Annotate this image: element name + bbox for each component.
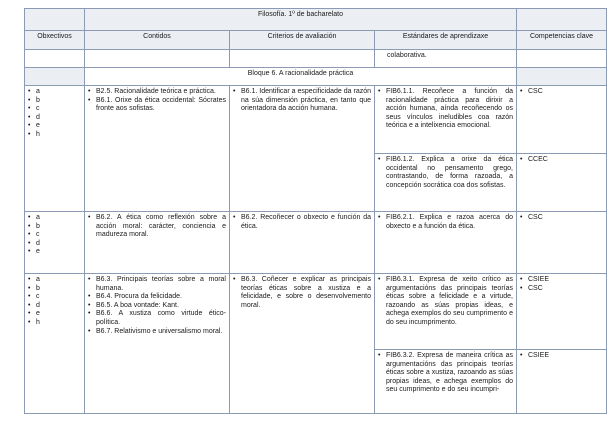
objective-item: • b — [28, 97, 81, 106]
standard-cell — [375, 154, 517, 212]
standard-cell — [375, 86, 517, 154]
header-corner-cell — [517, 9, 607, 31]
objective-item: • e — [28, 310, 81, 319]
content-item: • B2.5. Racionalidade teórica e práctica. — [88, 88, 226, 97]
contents-cell — [85, 212, 230, 274]
competence-cell — [517, 212, 607, 274]
content-item: • B6.1. Orixe da ética occidental: Sócrates fronte aos sofistas. — [88, 97, 226, 114]
block-margin-cell — [25, 68, 85, 86]
objective-item: • a — [28, 88, 81, 97]
competence-item: • CSC — [520, 214, 603, 223]
objective-item: • d — [28, 240, 81, 249]
standard-cell — [375, 350, 517, 414]
standard-item: • FIB6.2.1. Explica e razoa acerca do obxecto e a función da ética. — [378, 214, 513, 231]
standard-item: • FIB6.1.1. Recoñece a función da racionalidade práctica para dirixir a acción humana, aínda recoñecendo os seus vínculos ineludibles coa razón teórica e a intelixencia emocional. — [378, 88, 513, 131]
objectives-cell — [25, 212, 85, 274]
column-header-standards: Estándares de aprendizaxe — [375, 31, 517, 50]
competence-item: • CSC — [520, 285, 603, 294]
empty-cell — [230, 50, 375, 68]
standard-cell — [375, 274, 517, 350]
objective-item: • d — [28, 114, 81, 123]
objective-item: • b — [28, 223, 81, 232]
competence-item: • CSIEE — [520, 352, 603, 361]
objective-item: • b — [28, 285, 81, 294]
empty-cell — [85, 50, 230, 68]
continuation-text: colaborativa. — [375, 50, 517, 68]
content-item: • B6.6. A xustiza como virtude ético-política. — [88, 310, 226, 327]
table-title: Filosofía. 1º de bacharelato — [85, 9, 517, 31]
content-item: • B6.3. Principais teorías sobre a moral humana. — [88, 276, 226, 293]
content-item: • B6.4. Procura da felicidade. — [88, 293, 226, 302]
objective-item: • c — [28, 293, 81, 302]
contents-cell — [85, 274, 230, 414]
curriculum-table-wrapper — [24, 8, 606, 414]
competence-cell — [517, 350, 607, 414]
objective-item: • c — [28, 105, 81, 114]
criteria-cell — [230, 274, 375, 414]
column-header-objectives: Obxectivos — [25, 31, 85, 50]
objective-item: • h — [28, 131, 81, 140]
empty-cell — [25, 50, 85, 68]
column-header-contents: Contidos — [85, 31, 230, 50]
competence-item: • CSC — [520, 88, 603, 97]
criterion-item: • B6.1. Identificar a especificidade da razón na súa dimensión práctica, en tanto que orientadora da acción humana. — [233, 88, 371, 114]
objective-item: • d — [28, 302, 81, 311]
criterion-item: • B6.3. Coñecer e explicar as principais teorías éticas sobre a xustiza e a felicidade, e sobre o desenvolvemento moral. — [233, 276, 371, 310]
column-header-competences: Competencias clave — [517, 31, 607, 50]
content-item: • B6.7. Relativismo e universalismo moral. — [88, 328, 226, 337]
criteria-cell — [230, 212, 375, 274]
header-corner-cell — [25, 9, 85, 31]
competence-item: • CCEC — [520, 156, 603, 165]
curriculum-table — [24, 8, 607, 414]
standard-item: • FIB6.1.2. Explica a orixe da ética occidental no pensamento grego, contrastando, de forma razoada, a concepción socrática coa dos sofistas. — [378, 156, 513, 190]
objective-item: • e — [28, 248, 81, 257]
objective-item: • a — [28, 214, 81, 223]
objective-item: • a — [28, 276, 81, 285]
content-item: • B6.5. A boa vontade: Kant. — [88, 302, 226, 311]
objectives-cell — [25, 86, 85, 212]
standard-item: • FIB6.3.1. Expresa de xeito crítico as argumentacións das principais teorías éticas sobre a felicidade e a virtude, razoando as súas propias ideas, e achega exemplos do seu cumprimento e do seu incumprimento. — [378, 276, 513, 328]
criteria-cell — [230, 86, 375, 212]
objective-item: • c — [28, 231, 81, 240]
standard-cell — [375, 212, 517, 274]
standard-item: • FIB6.3.2. Expresa de maneira crítica as argumentacións das principais teorías éticas sobre a xustiza, razoando as súas propias ideas, e achega exemplos do seu cumprimento e do seu incumpri- — [378, 352, 513, 395]
column-header-criteria: Criterios de avaliación — [230, 31, 375, 50]
contents-cell — [85, 86, 230, 212]
empty-cell — [517, 50, 607, 68]
objectives-cell — [25, 274, 85, 414]
competence-cell — [517, 154, 607, 212]
competence-item: • CSIEE — [520, 276, 603, 285]
content-item: • B6.2. A ética como reflexión sobre a acción moral: carácter, conciencia e madureza moral. — [88, 214, 226, 240]
objective-item: • h — [28, 319, 81, 328]
objective-item: • e — [28, 122, 81, 131]
block-title: Bloque 6. A racionalidade práctica — [85, 68, 517, 86]
competence-cell — [517, 274, 607, 350]
criterion-item: • B6.2. Recoñecer o obxecto e función da ética. — [233, 214, 371, 231]
block-margin-cell — [517, 68, 607, 86]
competence-cell — [517, 86, 607, 154]
